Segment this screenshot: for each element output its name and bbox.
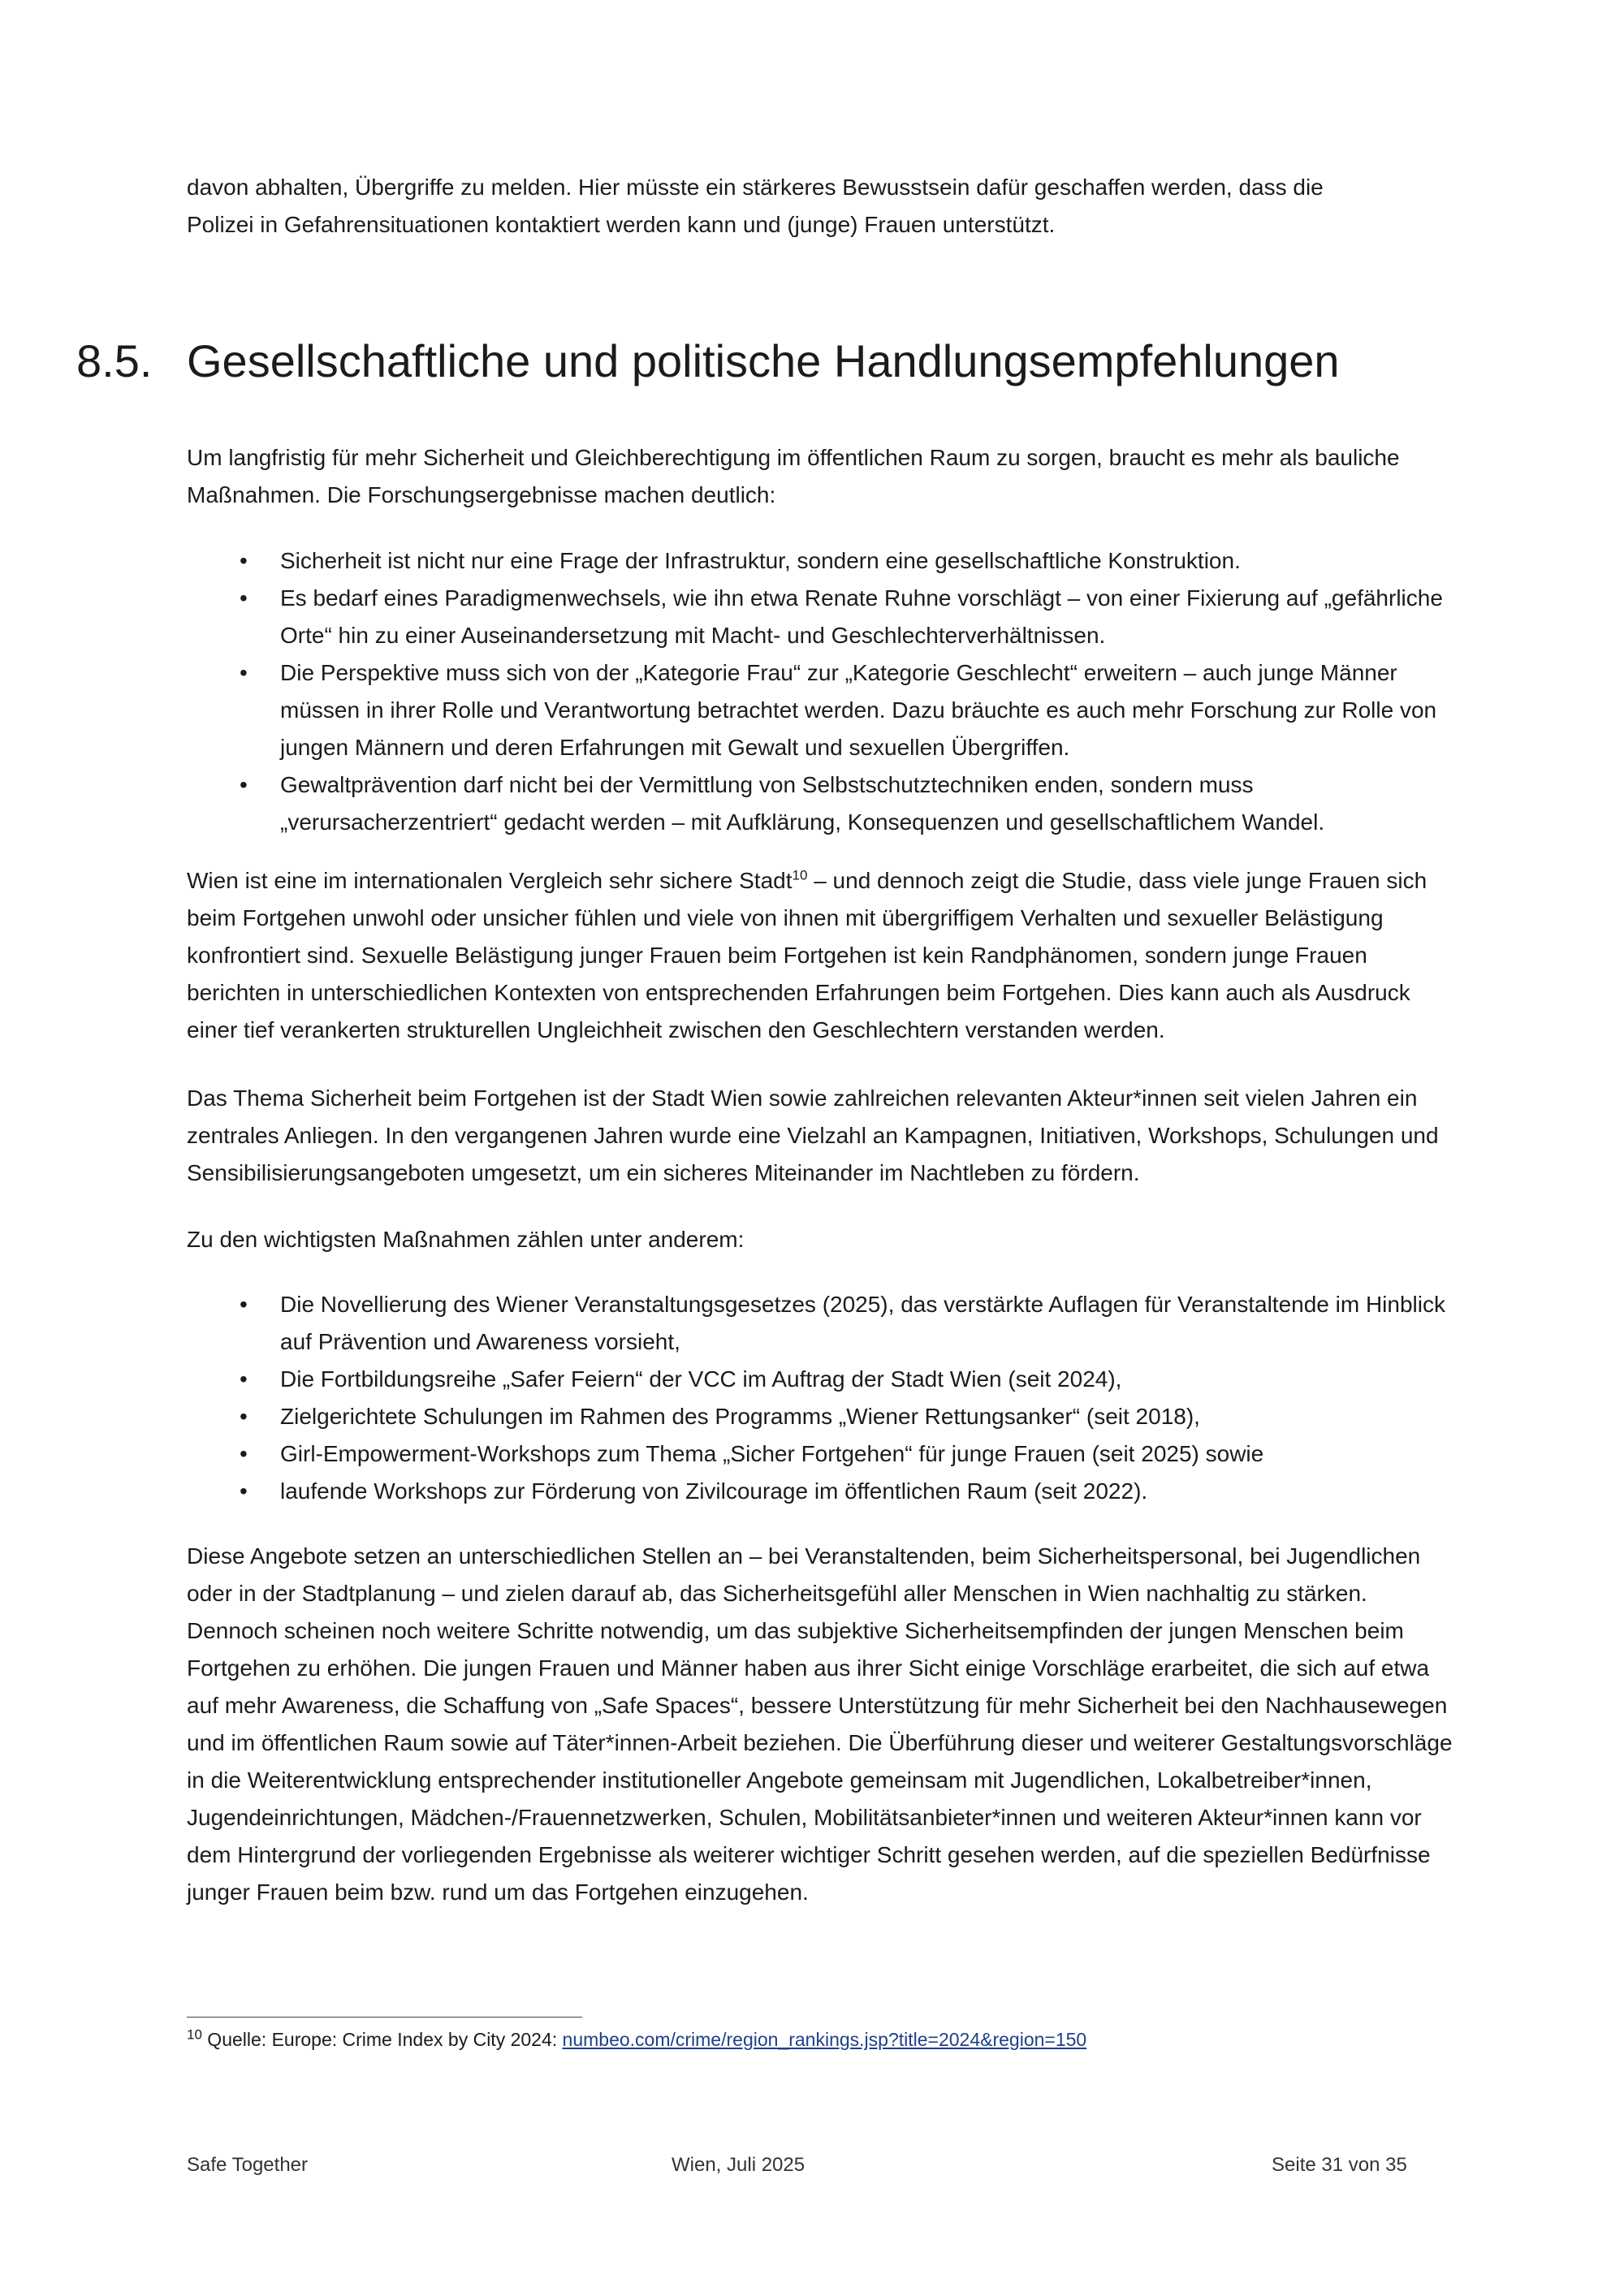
- footnote-link[interactable]: numbeo.com/crime/region_rankings.jsp?title=2024&region=150: [562, 2029, 1087, 2050]
- section-title: Gesellschaftliche und politische Handlungsempfehlungen: [187, 335, 1340, 386]
- list-item: • Die Perspektive muss sich von der „Kategorie Frau“ zur „Kategorie Geschlecht“ erweitern – auch junge Männer müssen in ihrer Rolle und Verantwortung betrachtet werden. Dazu bräuchte es auch mehr Forschung zur Rolle von jungen Männern und deren Erfahrungen mit Gewalt und sexuellen Übergriffen.: [187, 654, 1453, 766]
- paragraph-4: Zu den wichtigsten Maßnahmen zählen unter anderem:: [187, 1227, 745, 1252]
- footnote-reference[interactable]: 10: [792, 867, 808, 883]
- footnote: [187, 2026, 1453, 2053]
- list-item: • Die Fortbildungsreihe „Safer Feiern“ der VCC im Auftrag der Stadt Wien (seit 2024),: [187, 1361, 1453, 1398]
- paragraph-3: Das Thema Sicherheit beim Fortgehen ist der Stadt Wien sowie zahlreichen relevanten Akteur*innen seit vielen Jahren ein zentrales Anliegen. In den vergangenen Jahren wurde eine Vielzahl an Kampagnen, Initiativen, Workshops, Schulungen und Sensibilisierungsangeboten umgesetzt, um ein sicheres Miteinander im Nachtleben zu fördern.: [187, 1085, 1439, 1185]
- footnote-number: 10: [187, 2026, 202, 2043]
- paragraph-5: Diese Angebote setzen an unterschiedlichen Stellen an – bei Veranstaltenden, beim Sicherheitspersonal, bei Jugendlichen oder in der Stadtplanung – und zielen darauf ab, das Sicherheitsgefühl aller Menschen in Wien nachhaltig zu stärken. Dennoch scheinen noch weitere Schritte notwendig, um das subjektive Sicherheitsempfinden der jungen Menschen beim Fortgehen zu erhöhen. Die jungen Frauen und Männer haben aus ihrer Sicht einige Vorschläge erarbeitet, die sich auf etwa auf mehr Awareness, die Schaffung von „Safe Spaces“, bessere Unterstützung für mehr Sicherheit bei den Nachhausewegen und im öffentlichen Raum sowie auf Täter*innen-Arbeit beziehen. Die Überführung dieser und weiterer Gestaltungsvorschläge in die Weiterentwicklung entsprechender institutioneller Angebote gemeinsam mit Jugendlichen, Lokalbetreiber*innen, Jugendeinrichtungen, Mädchen-/Frauennetzwerken, Schulen, Mobilitätsanbieter*innen und weiteren Akteur*innen kann vor dem Hintergrund der vorliegenden Ergebnisse als weiterer wichtiger Schritt gesehen werden, auf die speziellen Bedürfnisse junger Frauen beim bzw. rund um das Fortgehen einzugehen.: [187, 1543, 1453, 1905]
- list-item: • Girl-Empowerment-Workshops zum Thema „Sicher Fortgehen“ für junge Frauen (seit 2025) sowie: [187, 1435, 1453, 1473]
- list-item: • Es bedarf eines Paradigmenwechsels, wie ihn etwa Renate Ruhne vorschlägt – von einer Fixierung auf „gefährliche Orte“ hin zu einer Auseinandersetzung mit Macht- und Geschlechterverhältnissen.: [187, 580, 1453, 654]
- paragraph-1: Um langfristig für mehr Sicherheit und Gleichberechtigung im öffentlichen Raum zu sorgen, braucht es mehr als bauliche Maßnahmen. Die Forschungsergebnisse machen deutlich:: [187, 445, 1400, 507]
- footer-page-number: Seite 31 von 35: [1272, 2154, 1407, 2176]
- section-number: 8.5.: [76, 335, 153, 386]
- intro-line-2: Polizei in Gefahrensituationen kontaktiert werden kann und (junge) Frauen unterstützt.: [187, 212, 1056, 237]
- intro-line-1: davon abhalten, Übergriffe zu melden. Hier müsste ein stärkeres Bewusstsein dafür geschaffen werden, dass die: [187, 175, 1324, 200]
- list-item: • Zielgerichtete Schulungen im Rahmen des Programms „Wiener Rettungsanker“ (seit 2018),: [187, 1398, 1453, 1435]
- intro-paragraph: [187, 169, 1453, 244]
- paragraph-2-rest: – und dennoch zeigt die Studie, dass viele junge Frauen sich beim Fortgehen unwohl oder unsicher fühlen und viele von ihnen mit übergriffigem Verhalten und sexueller Belästigung konfrontiert sind. Sexuelle Belästigung junger Frauen beim Fortgehen ist kein Randphänomen, sondern junge Frauen berichten in unterschiedlichen Kontexten von entsprechenden Erfahrungen beim Fortgehen. Dies kann auch als Ausdruck einer tief verankerten strukturellen Ungleichheit zwischen den Geschlechtern verstanden werden.: [187, 868, 1427, 1042]
- footnote-divider: [187, 2017, 582, 2018]
- paragraph-2-start: Wien ist eine im internationalen Vergleich sehr sichere Stadt: [187, 868, 793, 893]
- footer-title: Safe Together: [187, 2154, 309, 2176]
- footer-date: Wien, Juli 2025: [672, 2154, 806, 2176]
- section-heading: [76, 333, 1538, 390]
- list-item: • Die Novellierung des Wiener Veranstaltungsgesetzes (2025), das verstärkte Auflagen für Veranstaltende im Hinblick auf Prävention und Awareness vorsieht,: [187, 1286, 1453, 1361]
- findings-list: [187, 542, 1453, 841]
- list-item: • Gewaltprävention darf nicht bei der Vermittlung von Selbstschutztechniken enden, sondern muss „verursacherzentriert“ gedacht werden – mit Aufklärung, Konsequenzen und gesellschaftlichem Wandel.: [187, 766, 1453, 841]
- footnote-text: Quelle: Europe: Crime Index by City 2024:: [201, 2029, 563, 2050]
- paragraph-2: [187, 862, 1453, 1049]
- measures-list: [187, 1286, 1453, 1510]
- list-item: • laufende Workshops zur Förderung von Zivilcourage im öffentlichen Raum (seit 2022).: [187, 1473, 1453, 1510]
- list-item: • Sicherheit ist nicht nur eine Frage der Infrastruktur, sondern eine gesellschaftliche Konstruktion.: [187, 542, 1453, 580]
